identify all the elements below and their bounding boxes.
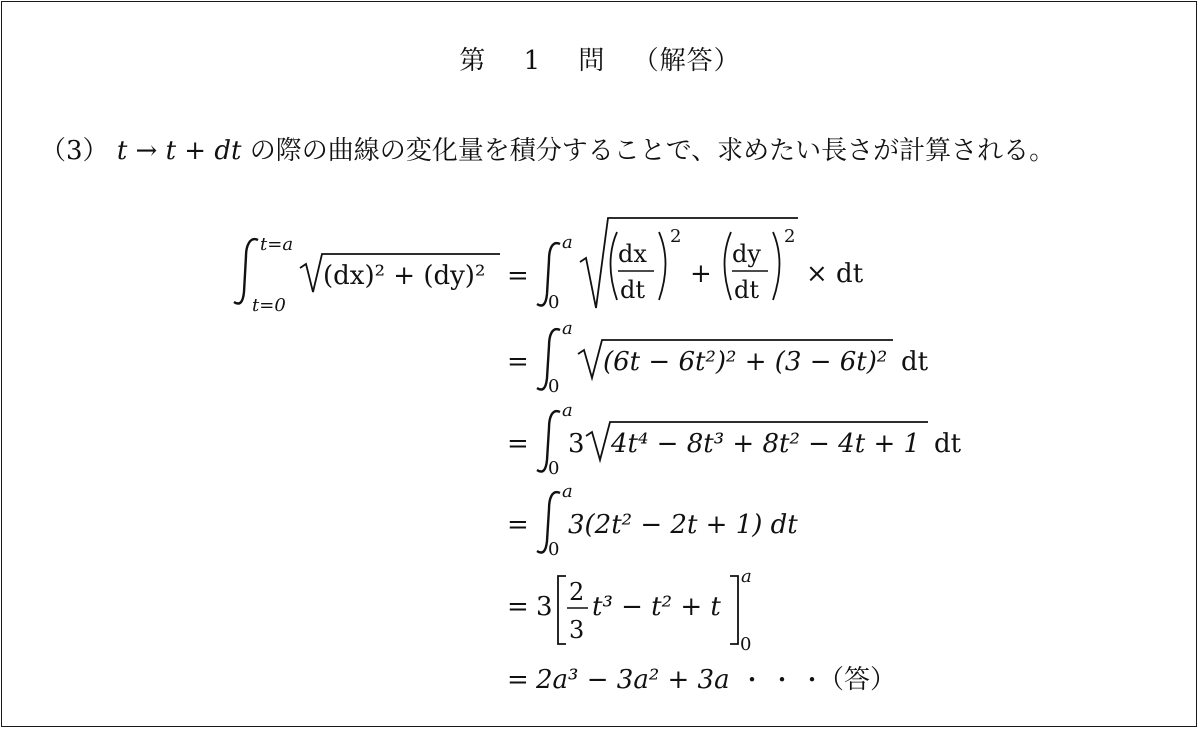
equals-sign: = xyxy=(507,261,529,291)
plus-sign: + xyxy=(690,259,712,289)
lhs-integrand: (dx)² + (dy)² xyxy=(323,261,486,291)
title-part-4: （解答） xyxy=(632,46,741,76)
problem-label: （3） xyxy=(40,136,109,166)
upper-limit: a xyxy=(741,566,752,587)
fraction-numerator: dx xyxy=(618,240,647,268)
equals-sign: = xyxy=(507,347,529,377)
equals-sign: = xyxy=(507,592,529,622)
answer-mark: （答） xyxy=(818,665,897,695)
title-part-2: 1 xyxy=(523,46,542,76)
row-3 xyxy=(507,400,962,479)
upper-limit: a xyxy=(562,481,573,502)
radicand: 4t⁴ − 8t³ + 8t² − 4t + 1 xyxy=(611,429,921,459)
left-bracket xyxy=(558,576,566,644)
lower-limit: 0 xyxy=(548,376,560,397)
exponent: 2 xyxy=(670,226,682,247)
fraction-numerator: 2 xyxy=(569,578,585,606)
lower-limit: 0 xyxy=(740,634,752,655)
coefficient: 3 xyxy=(536,592,553,622)
row-1 xyxy=(537,218,864,313)
coefficient: 3 xyxy=(568,429,585,459)
lhs-upper-limit: t=a xyxy=(260,234,294,255)
right-paren xyxy=(659,232,666,300)
title-part-3: 問 xyxy=(578,46,606,76)
equals-sign: = xyxy=(507,429,529,459)
lower-limit: 0 xyxy=(548,458,560,479)
integral-sign xyxy=(234,239,258,303)
lhs-lower-limit: t=0 xyxy=(252,295,286,316)
row-tail: × dt xyxy=(806,259,864,289)
equals-sign: = xyxy=(507,665,529,695)
row-6 xyxy=(507,665,896,695)
row-2 xyxy=(507,318,929,397)
fraction-denominator: dt xyxy=(734,276,760,304)
radicand: (6t − 6t²)² + (3 − 6t)² xyxy=(603,347,888,377)
intro-text: の際の曲線の変化量を積分することで、求めたい長さが計算される。 xyxy=(249,136,1056,166)
row-5 xyxy=(507,566,752,655)
lower-limit: 0 xyxy=(548,292,560,313)
lhs-integral xyxy=(234,234,500,316)
right-paren xyxy=(773,232,780,300)
lower-limit: 0 xyxy=(548,539,560,560)
fraction-denominator: 3 xyxy=(569,616,585,644)
upper-limit: a xyxy=(562,318,573,339)
sqrt-sign xyxy=(580,218,798,308)
left-paren xyxy=(725,232,732,300)
final-result: 2a³ − 3a² + 3a xyxy=(536,665,730,695)
row-tail: dt xyxy=(934,429,962,459)
intro-expression: t → t + dt xyxy=(116,136,242,166)
equals-sign: = xyxy=(507,510,529,540)
upper-limit: a xyxy=(562,232,573,253)
fraction-denominator: dt xyxy=(620,276,646,304)
exponent: 2 xyxy=(784,226,796,247)
row-body: 3(2t² − 2t + 1) dt xyxy=(568,510,798,540)
ellipsis-dots: ・・・ xyxy=(740,666,830,694)
right-bracket xyxy=(730,576,738,644)
title-part-1: 第 xyxy=(459,46,487,76)
row-tail: dt xyxy=(901,347,929,377)
fraction-numerator: dy xyxy=(732,240,761,268)
bracket-body: t³ − t² + t xyxy=(592,592,721,622)
left-paren xyxy=(611,232,618,300)
upper-limit: a xyxy=(562,400,573,421)
row-4 xyxy=(507,481,798,560)
